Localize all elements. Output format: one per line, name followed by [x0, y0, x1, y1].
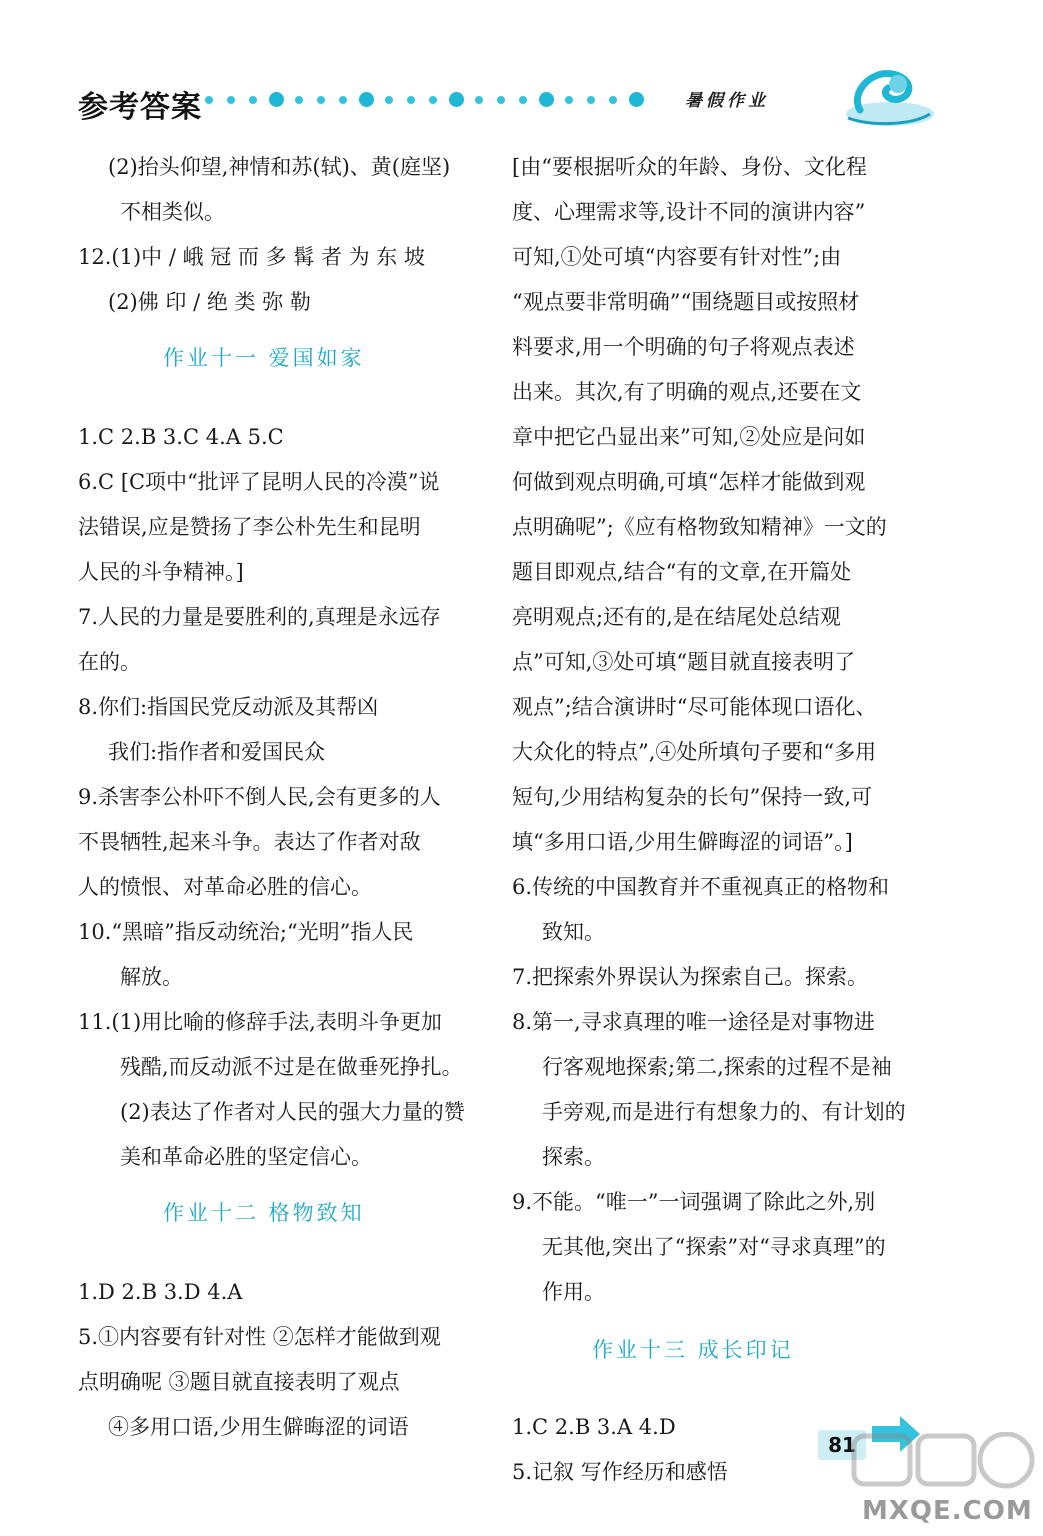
answer-line: 6.传统的中国教育并不重视真正的格物和 — [512, 875, 890, 899]
answer-line: ④多用口语,少用生僻晦涩的词语 — [108, 1415, 409, 1439]
answer-line: 料要求,用一个明确的句子将观点表述 — [512, 335, 855, 359]
answer-line: 探索。 — [542, 1145, 605, 1169]
answer-line: 在的。 — [78, 650, 141, 674]
answer-line: 不相类似。 — [120, 200, 225, 224]
page-number: 81 — [818, 1430, 866, 1460]
answer-line: 8.你们:指国民党反动派及其帮凶 — [78, 695, 379, 719]
answer-line: 题目即观点,结合“有的文章,在开篇处 — [512, 560, 852, 584]
answer-line: 我们:指作者和爱国民众 — [108, 740, 326, 764]
answer-line: 点明确呢 ③题目就直接表明了观点 — [78, 1370, 400, 1394]
answer-line: 美和革命必胜的坚定信心。 — [120, 1145, 372, 1169]
page-header — [0, 0, 1043, 135]
answer-line: 残酷,而反动派不过是在做垂死挣扎。 — [120, 1055, 463, 1079]
answer-line: 5.记叙 写作经历和感悟 — [512, 1460, 728, 1484]
answer-line: (2)表达了作者对人民的强大力量的赞 — [120, 1100, 465, 1124]
answer-line: [由“要根据听众的年龄、身份、文化程 — [512, 155, 867, 179]
answer-line: 8.第一,寻求真理的唯一途径是对事物进 — [512, 1010, 875, 1034]
header-title: 参考答案 — [78, 90, 202, 125]
watermark-text: MXQE.COM — [862, 1496, 1033, 1526]
answer-line: 9.不能。“唯一”一词强调了除此之外,别 — [512, 1190, 876, 1214]
answer-line: 大众化的特点”,④处所填句子要和“多用 — [512, 740, 877, 764]
answer-line: 行客观地探索;第二,探索的过程不是袖 — [542, 1055, 892, 1079]
answer-line: 人的愤恨、对革命必胜的信心。 — [78, 875, 372, 899]
answer-line: 无其他,突出了“探索”对“寻求真理”的 — [542, 1235, 886, 1259]
answer-line: 1.C 2.B 3.C 4.A 5.C — [78, 425, 284, 449]
answer-line: 短句,少用结构复杂的长句”保持一致,可 — [512, 785, 873, 809]
section-heading: 作业十一 爱国如家 — [163, 346, 365, 370]
answer-line: (2)抬头仰望,神情和苏(轼)、黄(庭坚) — [108, 155, 451, 179]
answer-line: 不畏牺牲,起来斗争。表达了作者对敌 — [78, 830, 421, 854]
answer-line: 7.把探索外界误认为探索自己。探索。 — [512, 965, 869, 989]
answer-line: 手旁观,而是进行有想象力的、有计划的 — [542, 1100, 906, 1124]
answer-line: 人民的斗争精神。] — [78, 560, 244, 584]
answer-line: (2)佛 印 / 绝 类 弥 勒 — [108, 290, 311, 314]
answer-line: 1.D 2.B 3.D 4.A — [78, 1280, 243, 1304]
answer-line: 法错误,应是赞扬了李公朴先生和昆明 — [78, 515, 421, 539]
answer-line: “观点要非常明确”“围绕题目或按照材 — [512, 290, 860, 314]
answer-line: 观点”;结合演讲时“尽可能体现口语化、 — [512, 695, 877, 719]
swirl-logo-icon — [840, 64, 935, 130]
answer-line: 何做到观点明确,可填“怎样才能做到观 — [512, 470, 866, 494]
answer-line: 12.(1)中 / 峨 冠 而 多 髯 者 为 东 坡 — [78, 245, 425, 269]
answer-line: 亮明观点;还有的,是在结尾处总结观 — [512, 605, 841, 629]
answer-line: 9.杀害李公朴吓不倒人民,会有更多的人 — [78, 785, 441, 809]
answer-line: 解放。 — [120, 965, 183, 989]
answer-line: 作用。 — [542, 1280, 605, 1304]
answer-line: 7.人民的力量是要胜利的,真理是永远存 — [78, 605, 441, 629]
answer-line: 可知,①处可填“内容要有针对性”;由 — [512, 245, 842, 269]
answer-line: 点”可知,③处可填“题目就直接表明了 — [512, 650, 856, 674]
header-subtitle: 暑假作业 — [685, 91, 769, 111]
answer-line: 度、心理需求等,设计不同的演讲内容” — [512, 200, 866, 224]
answer-line: 出来。其次,有了明确的观点,还要在文 — [512, 380, 862, 404]
answer-line: 10.“黑暗”指反动统治;“光明”指人民 — [78, 920, 414, 944]
answer-line: 致知。 — [542, 920, 605, 944]
answer-line: 点明确呢”;《应有格物致知精神》一文的 — [512, 515, 887, 539]
answer-line: 填“多用口语,少用生僻晦涩的词语”。] — [512, 830, 853, 854]
answer-line: 11.(1)用比喻的修辞手法,表明斗争更加 — [78, 1010, 442, 1034]
answer-line: 6.C [C项中“批评了昆明人民的冷漠”说 — [78, 470, 440, 494]
section-heading: 作业十二 格物致知 — [163, 1201, 365, 1225]
answer-line: 章中把它凸显出来”可知,②处应是问如 — [512, 425, 866, 449]
answer-line: 1.C 2.B 3.A 4.D — [512, 1415, 676, 1439]
answer-line: 5.①内容要有针对性 ②怎样才能做到观 — [78, 1325, 441, 1349]
section-heading: 作业十三 成长印记 — [592, 1338, 794, 1362]
